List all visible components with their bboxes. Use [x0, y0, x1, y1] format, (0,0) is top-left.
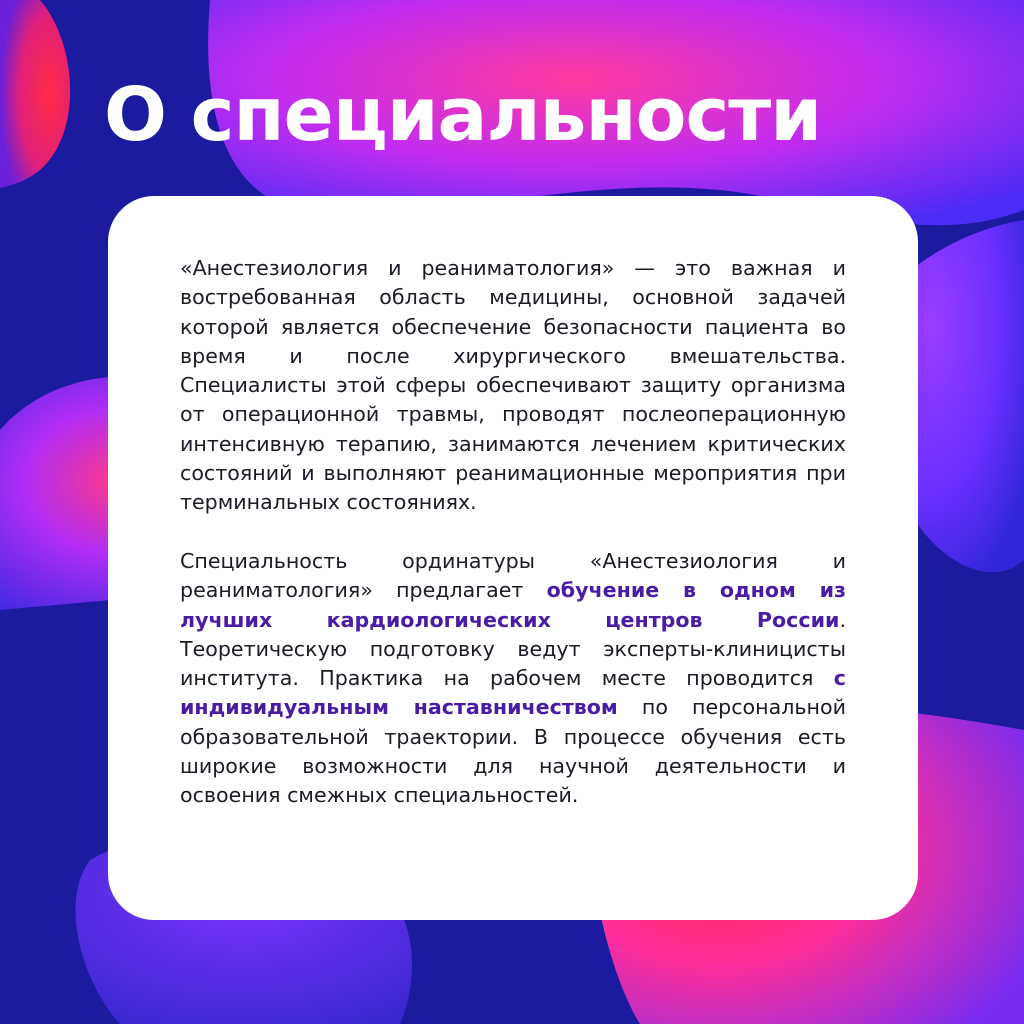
paragraph-text: . Теоретическую подготовку ведут эксперты-клиницисты института. Практика на рабочем месте проводится	[180, 607, 846, 691]
paragraph-residency	[180, 547, 846, 811]
info-card	[108, 196, 918, 920]
highlight-training-center: обучение в одном из лучших кардиологических центров России	[180, 578, 846, 632]
paragraph-text: по персональной образовательной траектории. В процессе обучения есть широкие возможности для научной деятельности и освоения смежных специальностей.	[180, 695, 846, 808]
paragraph-text: Специальность ординатуры «Анестезиология и реаниматология» предлагает	[180, 548, 846, 603]
page-title: О специальности	[104, 72, 822, 158]
paragraph-about-specialty: «Анестезиология и реаниматология» — это важная и востребованная область медицины, основной задачей которой является обеспечение безопасности пациента во время и после хирургического вмешательства. Специалисты этой сферы обеспечивают защиту организма от операционной травмы, проводят послеоперационную интенсивную терапию, занимаются лечением критических состояний и выполняют реанимационные мероприятия при терминальных состояниях.	[180, 256, 846, 515]
highlight-mentorship: с индивидуальным наставничеством	[180, 666, 846, 720]
